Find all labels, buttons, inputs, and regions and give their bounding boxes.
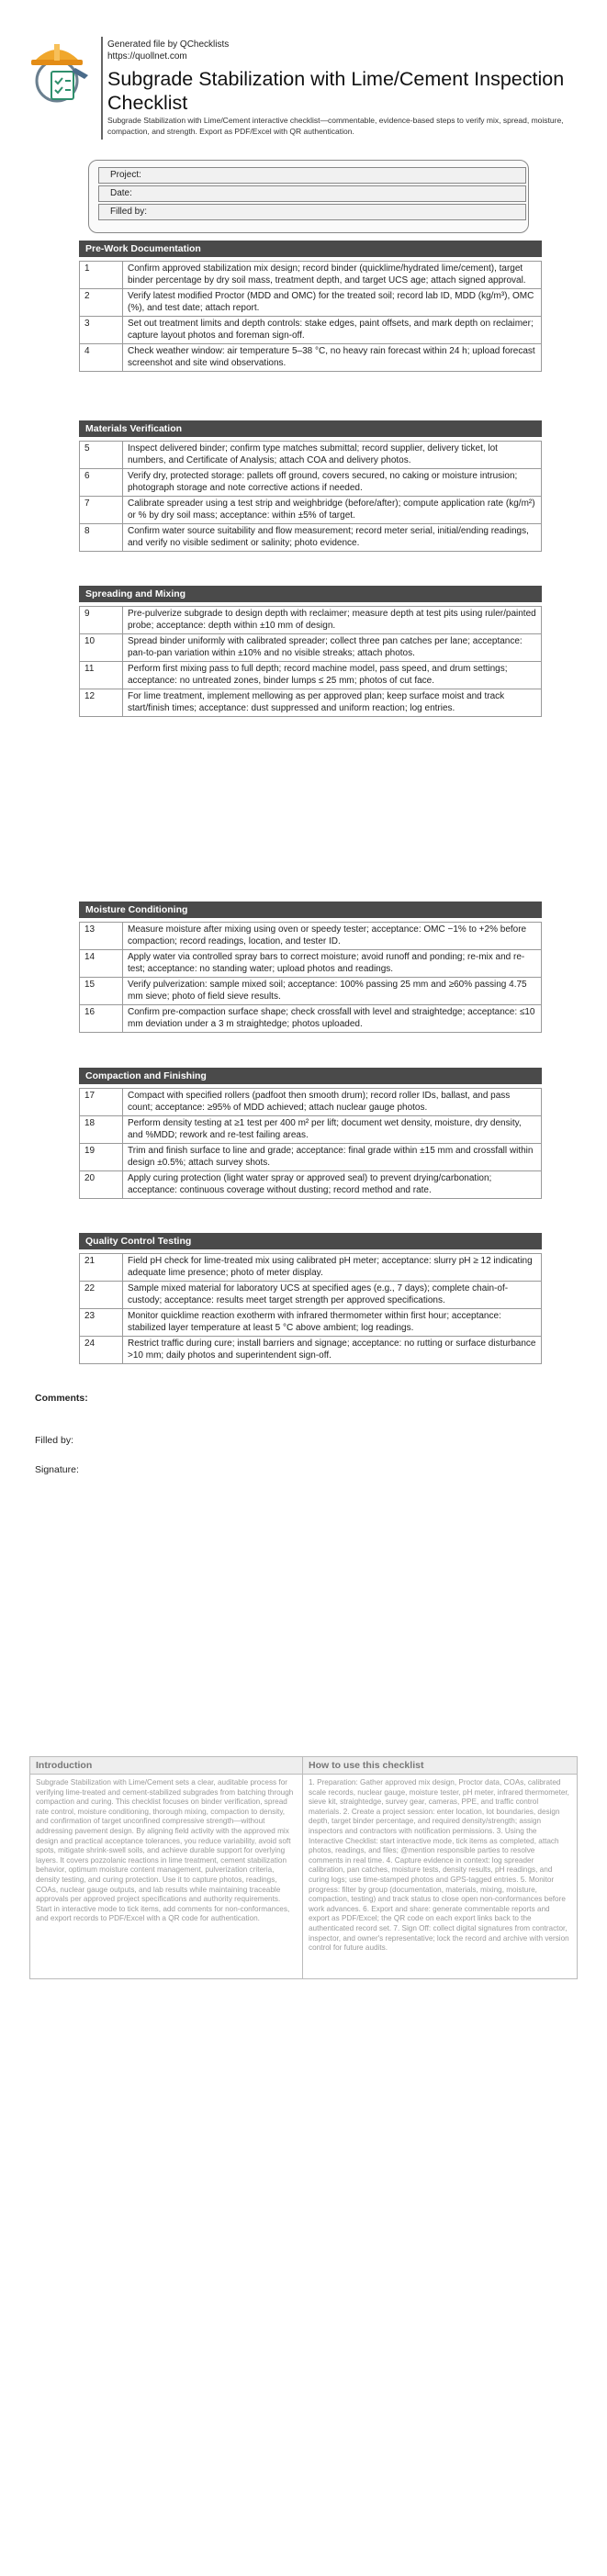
item-text: Calibrate spreader using a test strip and weighbridge (before/after); compute application rate (kg/m²) or % by dry soil mass; acceptance: within ±5% of target. bbox=[123, 497, 542, 524]
checklist-item[interactable] bbox=[80, 978, 542, 1005]
item-text: Restrict traffic during cure; install barriers and signage; acceptance: no rutting or surface disturbance >10 mm; daily photos and superintendent sign-off. bbox=[123, 1337, 542, 1364]
item-number: 3 bbox=[80, 317, 123, 344]
checklist-item[interactable] bbox=[80, 1254, 542, 1282]
item-text: Perform density testing at ≥1 test per 400 m² per lift; document wet density, moisture, dry density, and %MDD; rework and re-test failing areas. bbox=[123, 1116, 542, 1144]
url-line: https://quollnet.com bbox=[107, 51, 187, 62]
checklist-item[interactable] bbox=[80, 1171, 542, 1199]
item-text: Monitor quicklime reaction exotherm with infrared thermometer within first hour; acceptance: stabilized layer temperature at least 5 °C above ambient; log readings. bbox=[123, 1309, 542, 1337]
checklist-item[interactable] bbox=[80, 689, 542, 717]
item-text: Verify dry, protected storage: pallets off ground, covers secured, no caking or moisture intrusion; photograph storage and note corrective actions if needed. bbox=[123, 469, 542, 497]
section-items-table bbox=[79, 1088, 542, 1199]
item-text: Sample mixed material for laboratory UCS at specified ages (e.g., 7 days); complete chain-of-custody; acceptance: results meet target strength per approved specifications. bbox=[123, 1282, 542, 1309]
section-header: Materials Verification bbox=[79, 420, 542, 437]
item-number: 20 bbox=[80, 1171, 123, 1199]
item-number: 7 bbox=[80, 497, 123, 524]
section-header: Spreading and Mixing bbox=[79, 586, 542, 602]
date-field[interactable]: Date: bbox=[98, 185, 526, 202]
checklist-item[interactable] bbox=[80, 607, 542, 634]
item-number: 8 bbox=[80, 524, 123, 552]
item-number: 24 bbox=[80, 1337, 123, 1364]
project-field[interactable]: Project: bbox=[98, 167, 526, 184]
item-text: Perform first mixing pass to full depth; record machine model, pass speed, and drum settings; acceptance: no untreated zones, binder lumps ≤ 25 mm; photos of cut face. bbox=[123, 662, 542, 689]
info-box bbox=[88, 160, 529, 233]
item-text: Field pH check for lime-treated mix using calibrated pH meter; acceptance: slurry pH ≥ 12 indicating adequate lime presence; photo of meter display. bbox=[123, 1254, 542, 1282]
section-items-table bbox=[79, 1253, 542, 1364]
checklist-item[interactable] bbox=[80, 344, 542, 372]
checklist-item[interactable] bbox=[80, 662, 542, 689]
item-text: For lime treatment, implement mellowing as per approved plan; keep surface moist and track start/finish times; acceptance: dust suppressed and uniform reaction; log entries. bbox=[123, 689, 542, 717]
intro-table bbox=[29, 1756, 578, 1979]
item-text: Confirm approved stabilization mix design; record binder (quicklime/hydrated lime/cement), target binder percentage by dry soil mass, treatment depth, and target UCS age; attach signed approval. bbox=[123, 262, 542, 289]
item-text: Check weather window: air temperature 5–38 °C, no heavy rain forecast within 24 h; upload forecast screenshot and site wind observations. bbox=[123, 344, 542, 372]
item-text: Spread binder uniformly with calibrated spreader; collect three pan catches per lane; acceptance: pan-to-pan variation within ±10% and no visible streaks; attach photos. bbox=[123, 634, 542, 662]
generated-by-text bbox=[107, 39, 229, 62]
item-number: 21 bbox=[80, 1254, 123, 1282]
checklist-item[interactable] bbox=[80, 1005, 542, 1033]
checklist-item[interactable] bbox=[80, 923, 542, 950]
header-divider bbox=[101, 37, 103, 140]
how-to-heading: How to use this checklist bbox=[303, 1757, 577, 1775]
item-text: Set out treatment limits and depth controls: stake edges, paint offsets, and mark depth on reclaimer; capture layout photos and foreman sign-off. bbox=[123, 317, 542, 344]
item-text: Verify latest modified Proctor (MDD and OMC) for the treated soil; record lab ID, MDD (kg/m³), OMC (%), and test date; attach report. bbox=[123, 289, 542, 317]
introduction-heading: Introduction bbox=[30, 1757, 302, 1775]
checklist-item[interactable] bbox=[80, 317, 542, 344]
item-number: 9 bbox=[80, 607, 123, 634]
section-header: Pre-Work Documentation bbox=[79, 241, 542, 257]
how-to-column bbox=[303, 1757, 577, 1978]
item-number: 2 bbox=[80, 289, 123, 317]
generated-line: Generated file by QChecklists bbox=[107, 39, 230, 50]
introduction-text: Subgrade Stabilization with Lime/Cement sets a clear, auditable process for verifying lime-treated and cement-stabilized subgrades from batching through compaction and curing. This checklist focuses on binder verification, spread rate control, moisture conditioning, thorough mixing, compaction to density, and confirmation of target unconfined compressive strength—without addressing pavement design. By aligning field activity with the approved mix design and practical acceptance tolerances, you reduce variability, avoid soft spots, mitigate shrink-swell soils, and achieve durable support for overlying layers. It covers pozzolanic reactions in lime treatment, cement stabilization behavior, optimum moisture content management, pulverization criteria, density testing, and curing protection. Use it to capture photos, readings, COAs, nuclear gauge outputs, and lab results while maintaining traceable approvals per approved project specifications and authority requirements. Start in interactive mode to tick items, add comments for non-conformances, and export records to PDF/Excel with a QR code for authentication. bbox=[36, 1778, 294, 1923]
filled-by-label: Filled by: bbox=[35, 1435, 74, 1446]
item-text: Measure moisture after mixing using oven or speedy tester; acceptance: OMC −1% to +2% before compaction; record readings, location, and tester ID. bbox=[123, 923, 542, 950]
checklist-item[interactable] bbox=[80, 1089, 542, 1116]
item-text: Confirm water source suitability and flow measurement; record meter serial, initial/ending readings, and verify no visible sediment or salinity; photo evidence. bbox=[123, 524, 542, 552]
section-header: Quality Control Testing bbox=[79, 1233, 542, 1249]
checklist-item[interactable] bbox=[80, 524, 542, 552]
item-text: Confirm pre-compaction surface shape; check crossfall with level and straightedge; acceptance: ≤10 mm deviation under a 3 m straightedge; photos uploaded. bbox=[123, 1005, 542, 1033]
page-title: Subgrade Stabilization with Lime/Cement Inspection Checklist bbox=[107, 68, 565, 114]
qchecklists-logo bbox=[29, 37, 94, 108]
item-number: 18 bbox=[80, 1116, 123, 1144]
section-header: Compaction and Finishing bbox=[79, 1068, 542, 1084]
item-text: Inspect delivered binder; confirm type matches submittal; record supplier, delivery ticket, lot numbers, and Certificate of Analysis; attach COA and delivery photos. bbox=[123, 442, 542, 469]
section-header: Moisture Conditioning bbox=[79, 902, 542, 918]
filled-by-field[interactable]: Filled by: bbox=[98, 204, 526, 220]
checklist-item[interactable] bbox=[80, 1116, 542, 1144]
item-number: 14 bbox=[80, 950, 123, 978]
item-text: Trim and finish surface to line and grade; acceptance: final grade within ±15 mm and crossfall within design ±0.5%; attach survey shots. bbox=[123, 1144, 542, 1171]
item-number: 17 bbox=[80, 1089, 123, 1116]
item-number: 10 bbox=[80, 634, 123, 662]
comments-label: Comments: bbox=[35, 1393, 88, 1404]
checklist-item[interactable] bbox=[80, 1144, 542, 1171]
item-number: 15 bbox=[80, 978, 123, 1005]
item-number: 5 bbox=[80, 442, 123, 469]
checklist-item[interactable] bbox=[80, 469, 542, 497]
checklist-item[interactable] bbox=[80, 289, 542, 317]
item-text: Verify pulverization: sample mixed soil; acceptance: 100% passing 25 mm and ≥60% passing 4.75 mm sieve; photo of field sieve results. bbox=[123, 978, 542, 1005]
item-number: 13 bbox=[80, 923, 123, 950]
checklist-item[interactable] bbox=[80, 262, 542, 289]
checklist-item[interactable] bbox=[80, 634, 542, 662]
item-text: Apply water via controlled spray bars to correct moisture; avoid runoff and ponding; re-mix and re-test; acceptance: no standing water; upload photos and readings. bbox=[123, 950, 542, 978]
section-items-table bbox=[79, 261, 542, 372]
checklist-item[interactable] bbox=[80, 1309, 542, 1337]
introduction-column bbox=[30, 1757, 303, 1978]
item-number: 1 bbox=[80, 262, 123, 289]
how-to-text: 1. Preparation: Gather approved mix design, Proctor data, COAs, calibrated scale records, nuclear gauge, moisture tester, pH meter, infrared thermometer, sieve kit, straightedge, survey gear, cameras, PPE, and traffic control materials. 2. Create a project session: enter location, lot boundaries, design depth, target binder percentage, and required density/strength; assign inspectors and contractors with notification permissions. 3. Using the Interactive Checklist: start interactive mode, tick items as completed, attach photos, readings, and files; @mention responsible parties to resolve comments in real time. 4. Capture evidence in context: log spreader calibration, pan catches, moisture tests, density results, pH readings, and curing logs; use time-stamped photos and GPS-tagged entries. 5. Monitor progress: filter by group (documentation, materials, mixing, moisture, compaction, testing) and track status to close open non-conformances before work advances. 6. Export and share: generate commentable reports and export as PDF/Excel; the QR code on each export links back to the authenticated record set. 7. Sign Off: collect digital signatures from contractor, inspector, and owner's representative; lock the record and archive with version control for future audits. bbox=[309, 1778, 569, 1953]
page-description: Subgrade Stabilization with Lime/Cement interactive checklist—commentable, evidence-based steps to verify mix, spread, moisture, compaction, and strength. Export as PDF/Excel with QR authentication. bbox=[107, 116, 564, 136]
item-number: 22 bbox=[80, 1282, 123, 1309]
signature-label: Signature: bbox=[35, 1464, 79, 1475]
item-text: Compact with specified rollers (padfoot then smooth drum); record roller IDs, ballast, and pass count; acceptance: ≥95% of MDD achieved; attach nuclear gauge photos. bbox=[123, 1089, 542, 1116]
checklist-item[interactable] bbox=[80, 1337, 542, 1364]
section-items-table bbox=[79, 606, 542, 717]
item-number: 16 bbox=[80, 1005, 123, 1033]
item-text: Pre-pulverize subgrade to design depth with reclaimer; measure depth at test pits using ruler/painted probe; acceptance: depth within ±10 mm of design. bbox=[123, 607, 542, 634]
checklist-item[interactable] bbox=[80, 497, 542, 524]
checklist-item[interactable] bbox=[80, 442, 542, 469]
checklist-item[interactable] bbox=[80, 1282, 542, 1309]
item-text: Apply curing protection (light water spray or approved seal) to prevent drying/carbonation; acceptance: continuous coverage without dusting; record method and rate. bbox=[123, 1171, 542, 1199]
item-number: 23 bbox=[80, 1309, 123, 1337]
item-number: 19 bbox=[80, 1144, 123, 1171]
item-number: 12 bbox=[80, 689, 123, 717]
item-number: 4 bbox=[80, 344, 123, 372]
section-items-table bbox=[79, 441, 542, 552]
item-number: 11 bbox=[80, 662, 123, 689]
item-number: 6 bbox=[80, 469, 123, 497]
checklist-item[interactable] bbox=[80, 950, 542, 978]
section-items-table bbox=[79, 922, 542, 1033]
